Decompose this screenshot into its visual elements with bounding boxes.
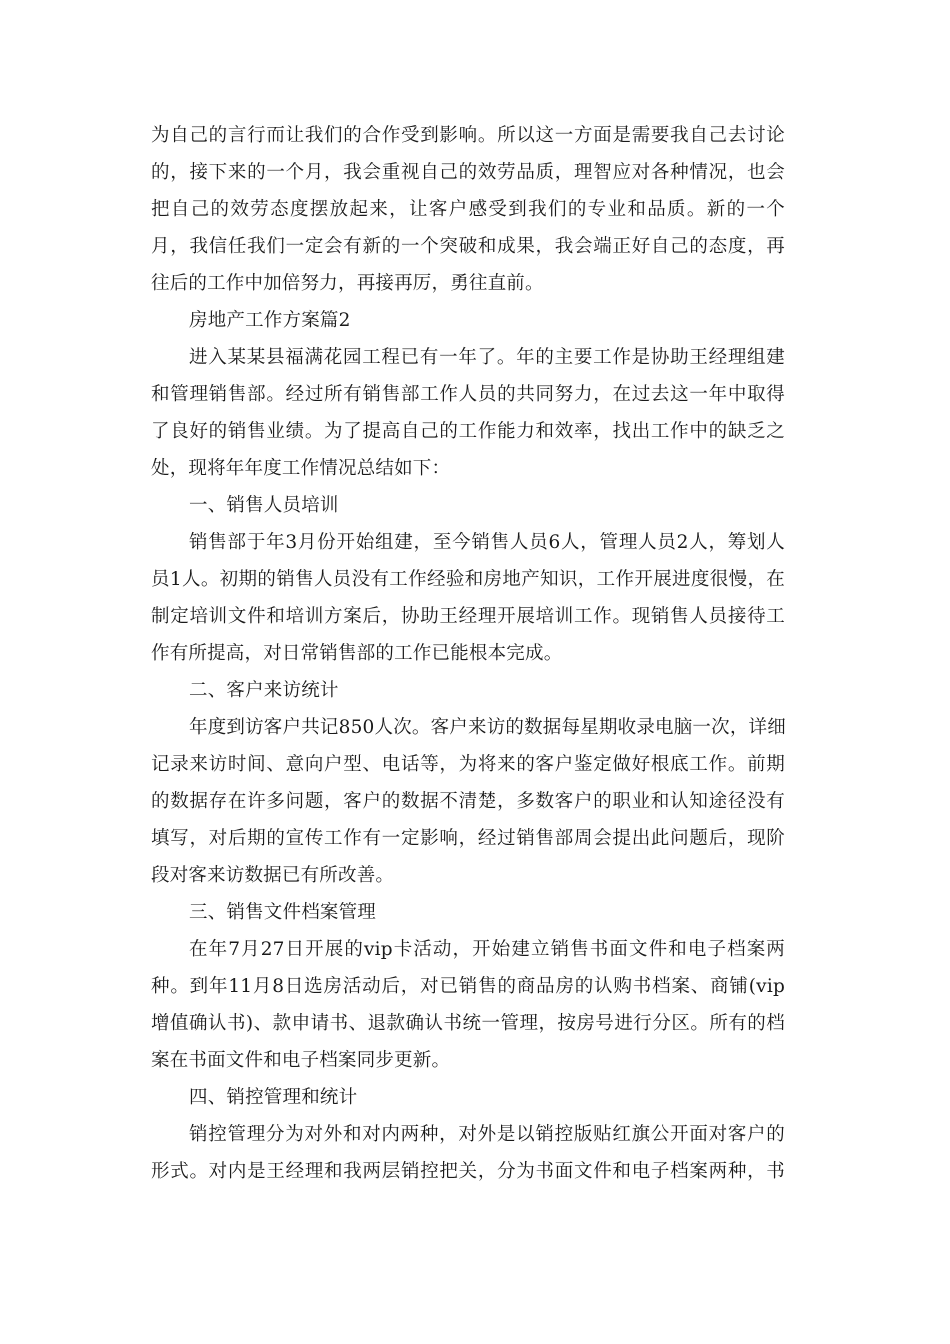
text-line: 记录来访时间、意向户型、电话等，为将来的客户鉴定做好根底工作。前期 [151,754,785,775]
paragraph-first-line: 销售部于年3月份开始组建，至今销售人员6人，管理人员2人，筹划人 [189,532,785,553]
text-line: 的数据存在许多问题，客户的数据不清楚，多数客户的职业和认知途径没有 [151,791,785,812]
text-line: 往后的工作中加倍努力，再接再厉，勇往直前。 [151,273,544,294]
section-heading: 四、销控管理和统计 [189,1087,358,1108]
text-line: 填写，对后期的宣传工作有一定影响，经过销售部周会提出此问题后，现阶 [151,828,785,849]
text-line: 了良好的销售业绩。为了提高自己的工作能力和效率，找出工作中的缺乏之 [151,421,785,442]
text-line: 案在书面文件和电子档案同步更新。 [151,1050,451,1071]
text-line: 段对客来访数据已有所改善。 [151,865,395,886]
section-heading: 二、客户来访统计 [189,680,339,701]
text-line: 的，接下来的一个月，我会重视自己的效劳品质，理智应对各种情况，也会 [151,162,785,183]
text-line: 月，我信任我们一定会有新的一个突破和成果，我会端正好自己的态度，再 [151,236,785,257]
paragraph-first-line: 销控管理分为对外和对内两种，对外是以销控版贴红旗公开面对客户的 [189,1124,785,1145]
section-title: 房地产工作方案篇2 [189,310,351,331]
text-line: 形式。对内是王经理和我两层销控把关，分为书面文件和电子档案两种，书 [151,1161,785,1182]
section-heading: 一、销售人员培训 [189,495,339,516]
paragraph-first-line: 在年7月27日开展的vip卡活动，开始建立销售书面文件和电子档案两 [189,939,785,960]
text-line: 增值确认书)、款申请书、退款确认书统一管理，按房号进行分区。所有的档 [151,1013,785,1034]
text-line: 为自己的言行而让我们的合作受到影响。所以这一方面是需要我自己去讨论 [151,125,785,146]
section-heading: 三、销售文件档案管理 [189,902,377,923]
paragraph-first-line: 年度到访客户共记850人次。客户来访的数据每星期收录电脑一次，详细 [189,717,786,738]
text-line: 种。到年11月8日选房活动后，对已销售的商品房的认购书档案、商铺(vip [151,976,785,997]
text-line: 处，现将年年度工作情况总结如下： [151,458,451,479]
text-line: 把自己的效劳态度摆放起来，让客户感受到我们的专业和品质。新的一个 [151,199,785,220]
text-line: 制定培训文件和培训方案后，协助王经理开展培训工作。现销售人员接待工 [151,606,785,627]
paragraph-first-line: 进入某某县福满花园工程已有一年了。年的主要工作是协助王经理组建 [189,347,785,368]
text-line: 作有所提高，对日常销售部的工作已能根本完成。 [151,643,563,664]
text-line: 和管理销售部。经过所有销售部工作人员的共同努力，在过去这一年中取得 [151,384,785,405]
text-line: 员1人。初期的销售人员没有工作经验和房地产知识，工作开展进度很慢，在 [151,569,785,590]
